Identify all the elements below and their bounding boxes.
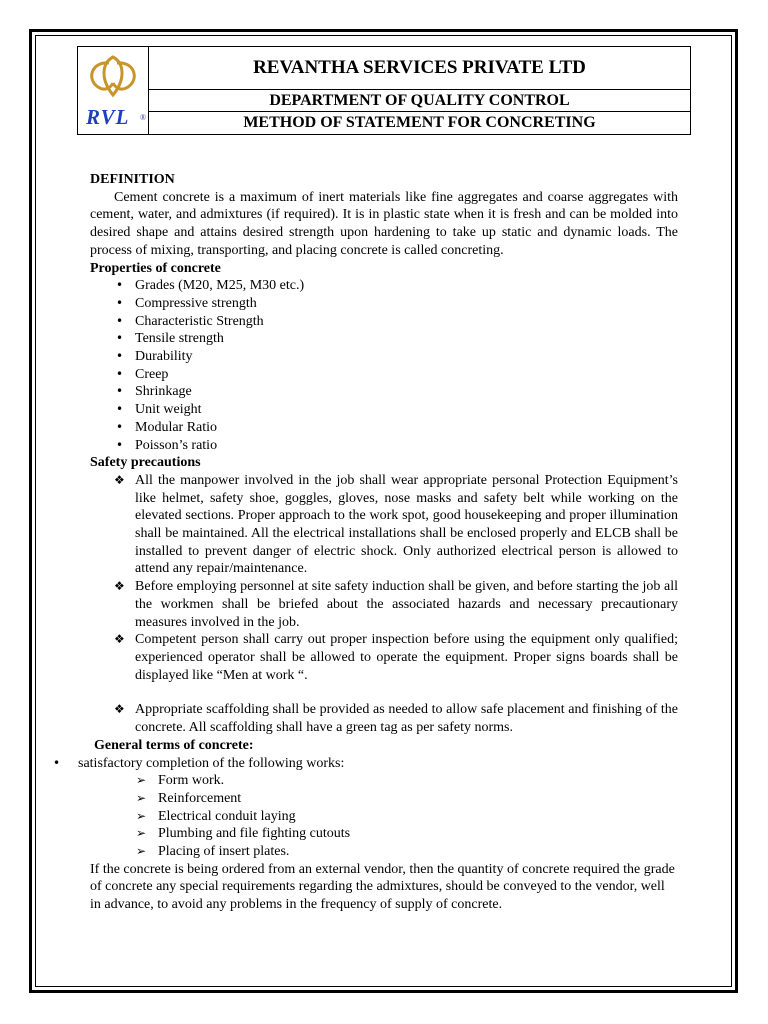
definition-text: Cement concrete is a maximum of inert materials like fine aggregates and coarse aggregates with cement, water, and admixtures (if required). It is in plastic state when it is fresh and can be molded into desired shape and attains desired strength upon hardening to take up static and dynamic loads. The process of mixing, transporting, and placing concrete is called concreting. [90,189,678,258]
document-body [53,171,678,914]
company-name: REVANTHA SERVICES PRIVATE LTD [149,47,690,90]
definition-heading: DEFINITION [90,172,175,187]
registered-mark: ® [140,113,147,122]
properties-heading: Properties of concrete [90,260,221,276]
list-item: • Unit weight [90,401,678,419]
list-item: ❖ Appropriate scaffolding shall be provided as needed to allow safe placement and finishing of the concrete. All scaffolding shall have a green tag as per safety norms. [90,701,678,736]
closing-paragraph: If the concrete is being ordered from an external vendor, then the quantity of concrete required the grade of concrete any special requirements regarding the admixtures, should be conveyed to the vendor, well in advance, to avoid any problems in the frequency of supply of concrete. [90,861,675,913]
company-logo [78,47,149,134]
list-item: ➢ Plumbing and file fighting cutouts [90,825,678,843]
list-item: • Modular Ratio [90,419,678,437]
list-item: • Shrinkage [90,383,678,401]
department-title: DEPARTMENT OF QUALITY CONTROL [149,90,690,112]
safety-heading: Safety precautions [90,455,201,471]
list-item: • Poisson’s ratio [90,437,678,455]
list-item: • Creep [90,366,678,384]
list-item: • Characteristic Strength [90,313,678,331]
list-item: ❖ Competent person shall carry out proper inspection before using the equipment only qualified; experienced operator shall be allowed to operate the equipment. Proper signs boards shall be displayed like “Men at work “. [90,631,678,684]
safety-list [90,472,678,737]
list-item: ❖ All the manpower involved in the job shall wear appropriate personal Protection Equipment’s like helmet, safety shoe, goggles, gloves, nose masks and safety belt while working on the elevated sections. Proper approach to the work spot, good housekeeping and proper illumination shall be maintained. All the electrical installations shall be enclosed properly and ELCB shall be installed to prevent danger of electric shock. Only authorized electrical person is allowed to attend any repair/maintenance. [90,472,678,578]
list-item: ➢ Placing of insert plates. [90,843,678,861]
list-item: • Durability [90,348,678,366]
bullet-icon: • [53,755,61,770]
general-heading: General terms of concrete: [94,737,254,753]
list-item: • Compressive strength [90,295,678,313]
list-item: ➢ Electrical conduit laying [90,808,678,826]
document-header [77,46,691,135]
logo-text: RVL [86,105,130,129]
properties-list [90,277,678,454]
general-intro-text: satisfactory completion of the following works: [78,755,345,771]
list-item: • Tensile strength [90,330,678,348]
list-item: ❖ Before employing personnel at site safety induction shall be given, and before starting the job all the workmen shall be briefed about the associated hazards and necessary precautionary measures involved in the job. [90,578,678,631]
list-item: • Grades (M20, M25, M30 etc.) [90,277,678,295]
general-list [90,772,678,861]
general-intro [53,755,678,773]
logo-emblem-icon [84,53,142,99]
list-item: ➢ Form work. [90,772,678,790]
list-item: ➢ Reinforcement [90,790,678,808]
method-title: METHOD OF STATEMENT FOR CONCRETING [243,114,596,131]
